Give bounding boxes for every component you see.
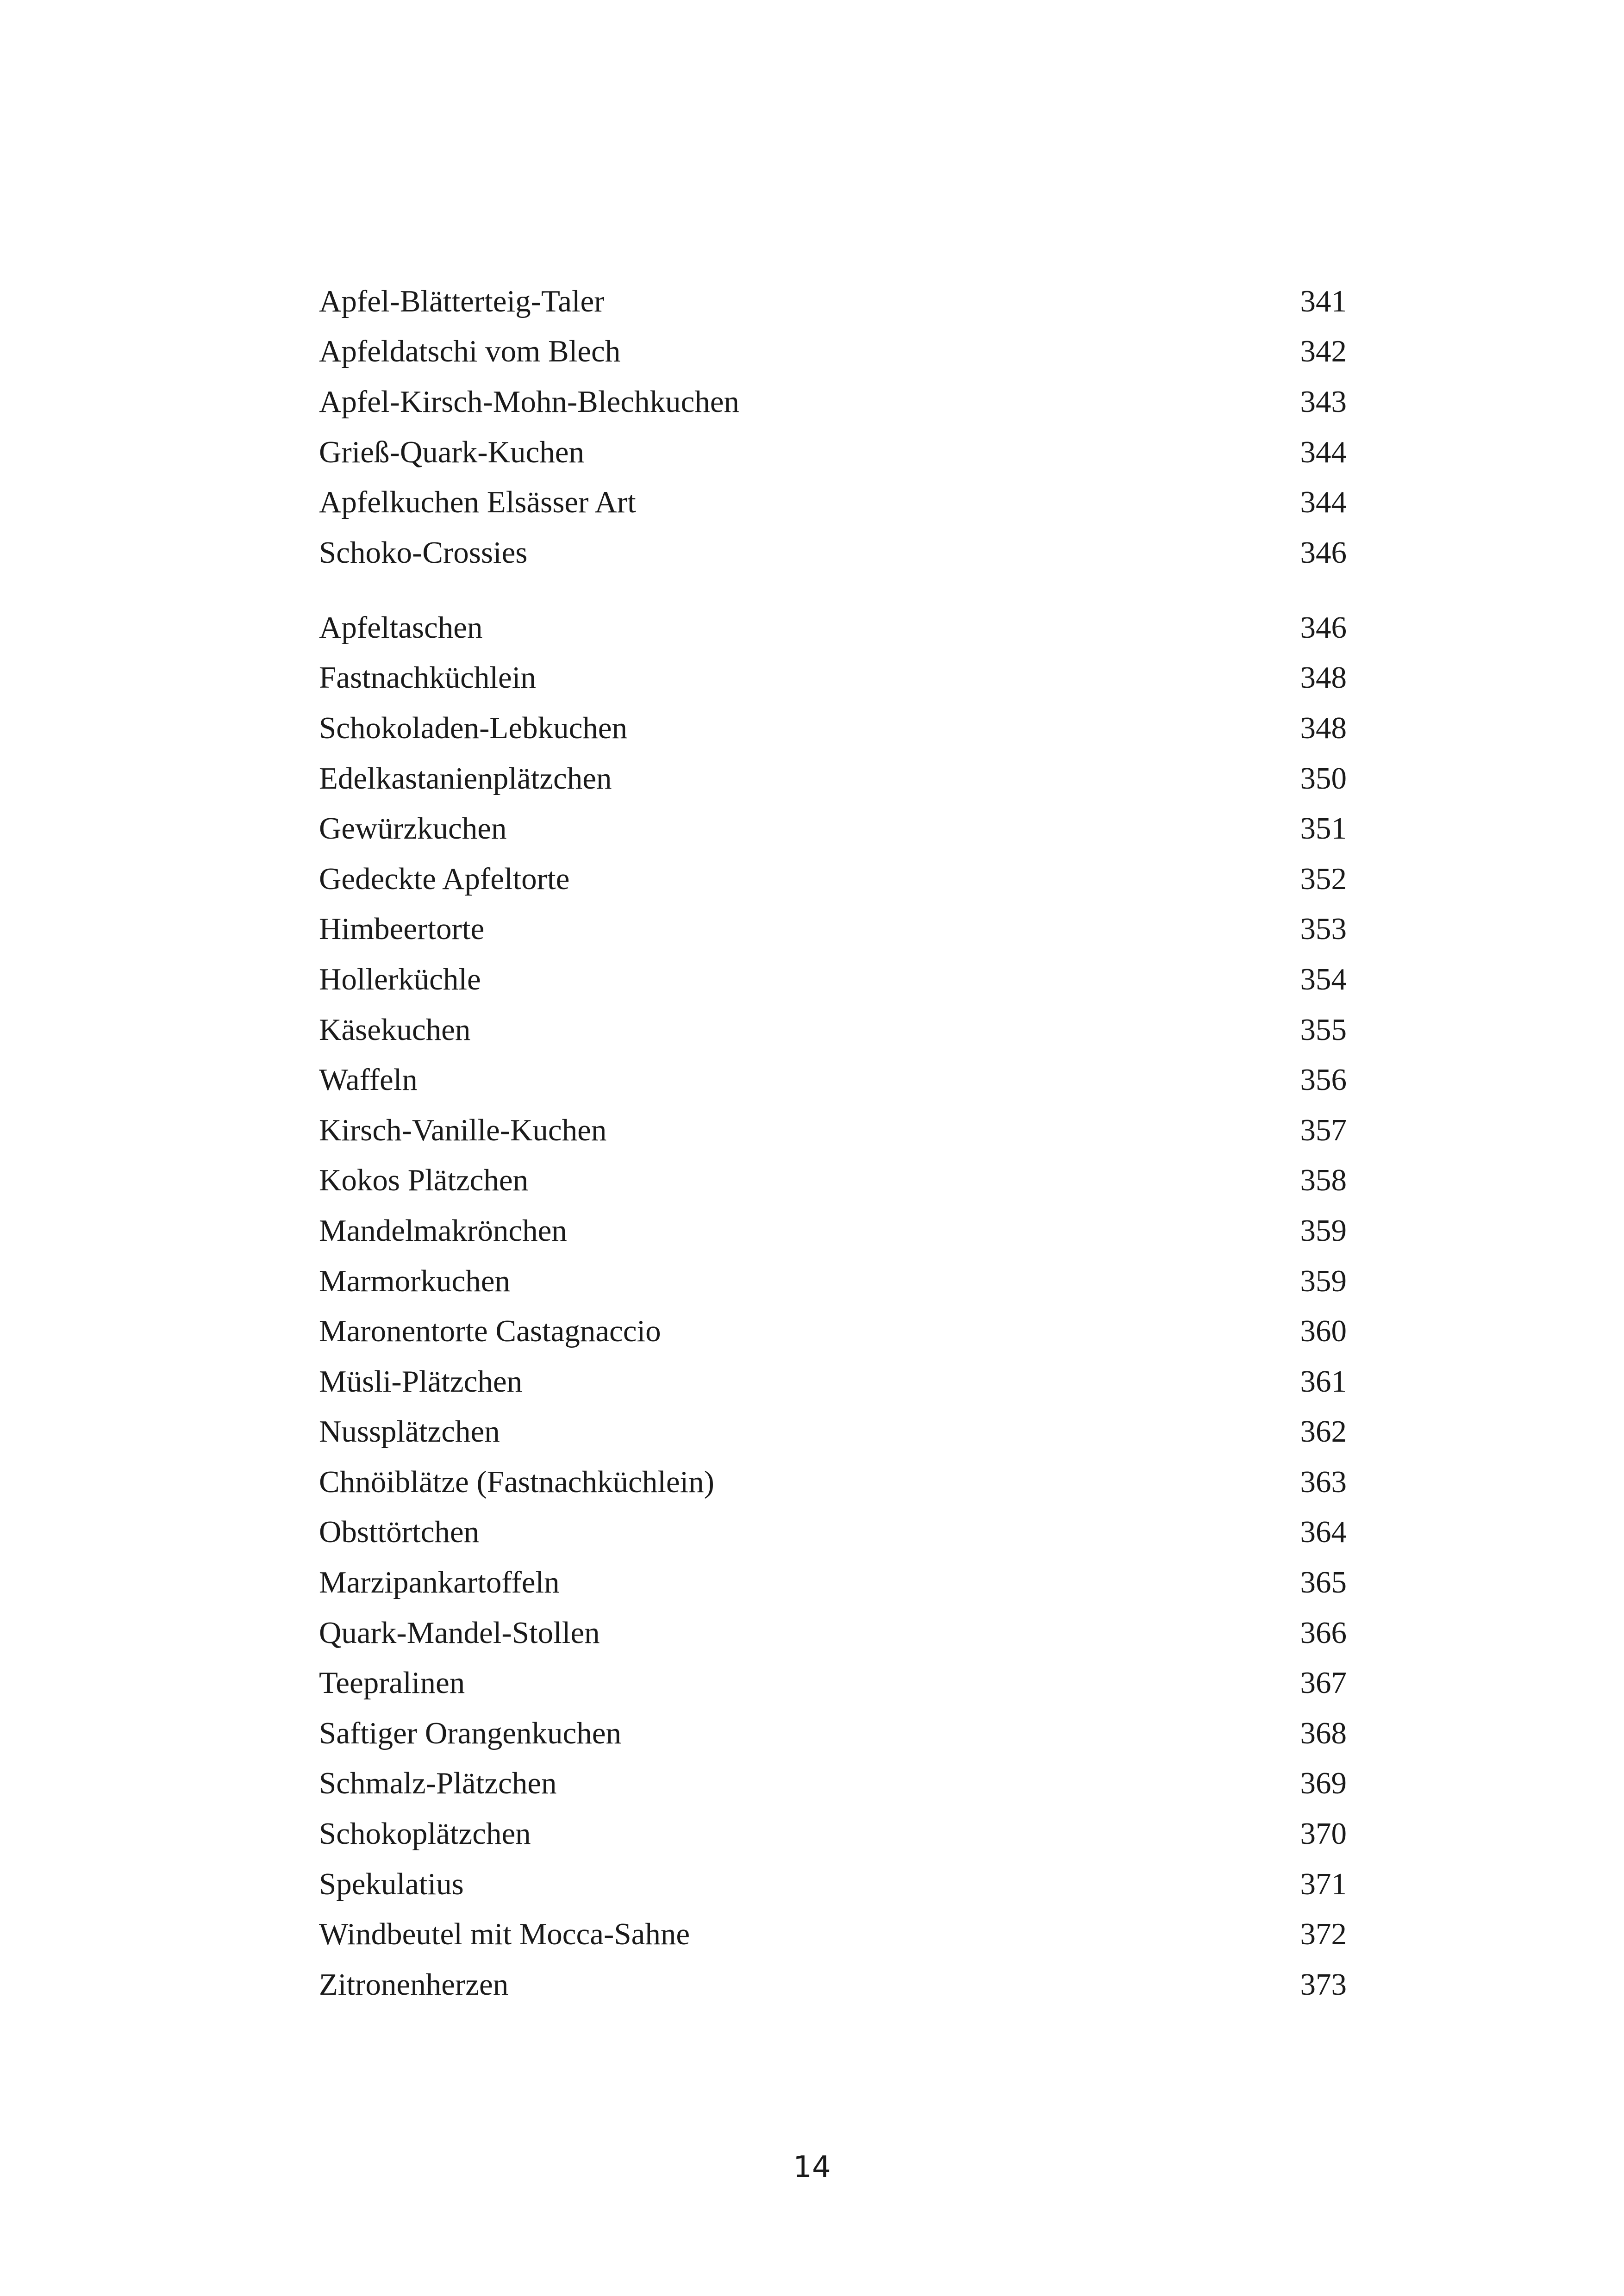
toc-entry: [319, 1256, 1347, 1307]
toc-entry-page: 372: [1300, 1917, 1347, 1952]
toc-entry-page: 364: [1300, 1515, 1347, 1549]
toc-entry-page: 341: [1300, 284, 1347, 318]
toc-entry: [319, 653, 1347, 703]
toc-entry-page: 358: [1300, 1163, 1347, 1198]
toc-entry-title: Gedeckte Apfeltorte: [319, 861, 570, 896]
toc-entry-page: 369: [1300, 1766, 1347, 1801]
toc-entry-page: 359: [1300, 1263, 1347, 1298]
toc-entry-title: Schmalz-Plätzchen: [319, 1766, 557, 1801]
toc-entry-page: 344: [1300, 435, 1347, 469]
toc-entry: [319, 1859, 1347, 1910]
toc-entry: [319, 954, 1347, 1005]
toc-entry-page: 351: [1300, 811, 1347, 846]
toc-entry: [319, 1909, 1347, 1960]
toc-entry-page: 348: [1300, 710, 1347, 745]
toc-entry-page: 367: [1300, 1666, 1347, 1700]
toc-entry-title: Marzipankartoffeln: [319, 1565, 560, 1600]
toc-entry-page: 357: [1300, 1113, 1347, 1147]
toc-entry-title: Schokoplätzchen: [319, 1817, 531, 1851]
toc-entry-title: Edelkastanienplätzchen: [319, 761, 612, 796]
toc-entry-title: Apfel-Blätterteig-Taler: [319, 284, 605, 318]
toc-entry-title: Himbeertorte: [319, 912, 485, 946]
toc-entry-title: Kirsch-Vanille-Kuchen: [319, 1113, 607, 1147]
toc-entry: [319, 1557, 1347, 1608]
toc-entry-page: 363: [1300, 1464, 1347, 1499]
toc-entry-title: Apfeldatschi vom Blech: [319, 334, 621, 369]
toc-entry-page: 353: [1300, 912, 1347, 946]
toc-entry-title: Grieß-Quark-Kuchen: [319, 435, 584, 469]
toc-entry-title: Waffeln: [319, 1063, 418, 1097]
toc-entry: [319, 276, 1347, 327]
toc-entry: [319, 427, 1347, 478]
toc-entry-page: 355: [1300, 1012, 1347, 1047]
toc-entry-title: Schokoladen-Lebkuchen: [319, 710, 628, 745]
toc-entry-page: 360: [1300, 1314, 1347, 1349]
toc-entry-page: 344: [1300, 485, 1347, 520]
toc-entry-page: 371: [1300, 1867, 1347, 1901]
toc-entry-title: Windbeutel mit Mocca-Sahne: [319, 1917, 690, 1952]
toc-entry: [319, 703, 1347, 753]
toc-entry-title: Apfelkuchen Elsässer Art: [319, 485, 636, 520]
toc-entry-title: Obsttörtchen: [319, 1515, 480, 1549]
toc-entry-title: Müsli-Plätzchen: [319, 1364, 523, 1399]
toc-entry: [319, 1759, 1347, 1809]
toc-entry: [319, 1105, 1347, 1156]
toc-entry: [319, 327, 1347, 377]
toc-entry: [319, 1708, 1347, 1759]
toc-entry-title: Teepralinen: [319, 1666, 465, 1700]
toc-entry-page: 370: [1300, 1817, 1347, 1851]
toc-entry-page: 343: [1300, 384, 1347, 419]
toc-entry-page: 346: [1300, 610, 1347, 645]
toc-entry: [319, 477, 1347, 528]
toc-entry-page: 346: [1300, 535, 1347, 570]
toc-entry: [319, 1809, 1347, 1859]
toc-entry: [319, 1658, 1347, 1708]
toc-entry-page: 352: [1300, 861, 1347, 896]
toc-entry: [319, 1156, 1347, 1206]
toc-entry: [319, 603, 1347, 653]
toc-entry: [319, 528, 1347, 578]
toc-entry-page: 359: [1300, 1213, 1347, 1248]
toc-entry-title: Spekulatius: [319, 1867, 464, 1901]
toc-entry: [319, 803, 1347, 854]
toc-entry: [319, 854, 1347, 904]
toc-entry-title: Apfeltaschen: [319, 610, 483, 645]
toc-entry-page: 373: [1300, 1967, 1347, 2002]
toc-entry: [319, 377, 1347, 427]
toc-entry-title: Nussplätzchen: [319, 1414, 500, 1449]
toc-entry: [319, 904, 1347, 955]
toc-entry: [319, 1055, 1347, 1105]
toc-entry-title: Zitronenherzen: [319, 1967, 509, 2002]
toc-entry: [319, 1356, 1347, 1407]
page-number: 14: [793, 2150, 831, 2184]
toc-entry-title: Chnöiblätze (Fastnachküchlein): [319, 1464, 714, 1499]
toc-entry-page: 362: [1300, 1414, 1347, 1449]
toc-entry-title: Gewürzkuchen: [319, 811, 507, 846]
toc-group-2: [319, 603, 1347, 2010]
toc-entry: [319, 1960, 1347, 2010]
toc-entry-title: Maronentorte Castagnaccio: [319, 1314, 661, 1349]
toc-entry-title: Fastnachküchlein: [319, 660, 536, 695]
toc-entry-title: Kokos Plätzchen: [319, 1163, 529, 1198]
toc-entry-page: 348: [1300, 660, 1347, 695]
toc-entry-title: Saftiger Orangenkuchen: [319, 1716, 621, 1750]
toc-group-1: [319, 276, 1347, 578]
toc-entry-title: Quark-Mandel-Stollen: [319, 1615, 600, 1650]
toc-entry: [319, 1457, 1347, 1507]
toc-entry: [319, 1507, 1347, 1558]
toc-entry: [319, 1206, 1347, 1256]
toc-entry: [319, 1005, 1347, 1055]
toc-entry: [319, 753, 1347, 804]
toc-entry-title: Schoko-Crossies: [319, 535, 528, 570]
toc-entry-page: 368: [1300, 1716, 1347, 1750]
toc-entry-page: 354: [1300, 962, 1347, 996]
toc-entry: [319, 1306, 1347, 1356]
toc-entry-page: 365: [1300, 1565, 1347, 1600]
toc-entry-title: Marmorkuchen: [319, 1263, 511, 1298]
toc-entry-page: 350: [1300, 761, 1347, 796]
toc-entry-page: 366: [1300, 1615, 1347, 1650]
toc-entry-page: 361: [1300, 1364, 1347, 1399]
toc-entry-title: Mandelmakrönchen: [319, 1213, 567, 1248]
toc-entry-page: 356: [1300, 1063, 1347, 1097]
toc-entry: [319, 1608, 1347, 1658]
toc-entry-title: Hollerküchle: [319, 962, 481, 996]
toc-entry-title: Apfel-Kirsch-Mohn-Blechkuchen: [319, 384, 739, 419]
toc-entry-page: 342: [1300, 334, 1347, 369]
toc-entry-title: Käsekuchen: [319, 1012, 471, 1047]
toc-entry: [319, 1407, 1347, 1457]
